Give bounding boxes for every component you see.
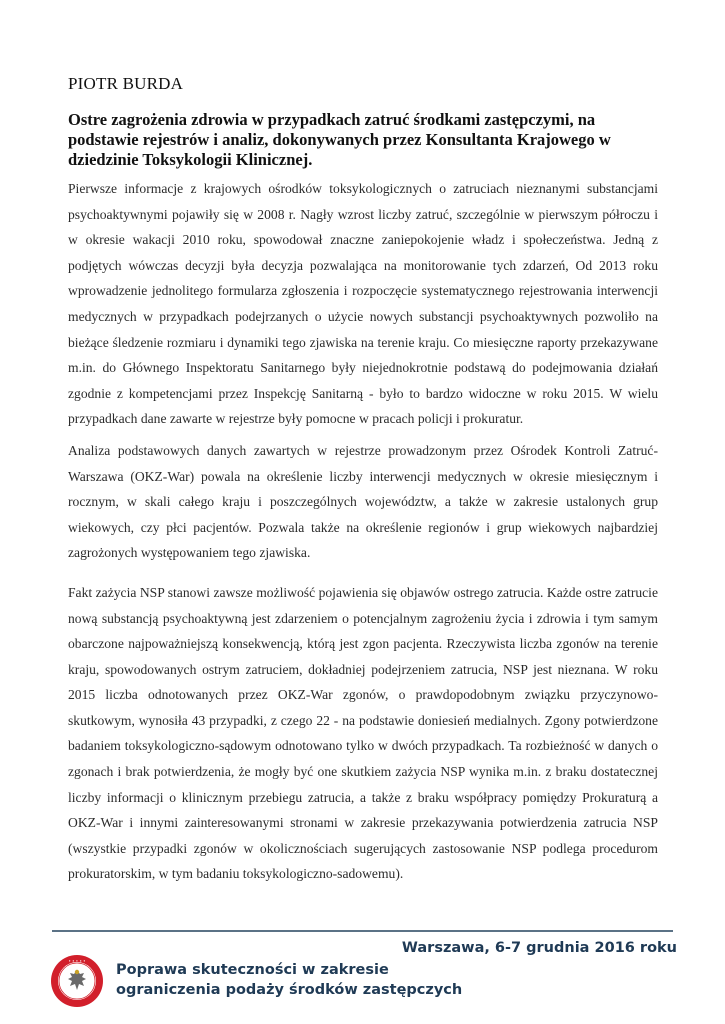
state-sanitary-inspection-emblem-icon (50, 954, 104, 1008)
footer-divider (52, 930, 673, 932)
paragraph: Fakt zażycia NSP stanowi zawsze możliwość pojawienia się objawów ostrego zatrucia. Każde ostre zatrucie nową substancją psychoaktywną jest zdarzeniem o potencjalnym zagrożeniu życia i zdrowia i tym samym obarczone najpoważniejszą konsekwencją, którą jest zgon pacjenta. Rzeczywista liczba zgonów na terenie kraju, spowodowanych ostrym zatruciem, dokładniej podejrzeniem zatrucia, NSP jest nieznana. W roku 2015 liczba odnotowanych przez OKZ-War zgonów, o prawdopodobnym związku przyczynowo-skutkowym, wynosiła 43 przypadki, z czego 22 - na podstawie doniesień medialnych. Zgony potwierdzone badaniem toksykologiczno-sądowym odnotowano tylko w dwóch przypadkach. Ta rozbieżność w danych o zgonach i brak potwierdzenia, że mogły być one skutkiem zażycia NSP wynika m.in. z braku dostatecznej liczby informacji o klinicznym przebiegu zatrucia, a także z braku współpracy pomiędzy Prokuraturą a OKZ-War i innymi zainteresowanymi stronami w zakresie przekazywania potwierdzenia zatrucia NSP (wszystkie przypadki zgonów w okolicznościach sugerujących zastosowanie NSP podlega procedurom prokuratorskim, w tym badaniu toksykologiczno-sadowemu). (68, 584, 658, 882)
footer-date: Warszawa, 6-7 grudnia 2016 roku (401, 940, 677, 956)
footer-program-title (116, 960, 462, 1000)
footer-title-line: ograniczenia podaży środków zastępczych (116, 982, 463, 998)
paragraph: Analiza podstawowych danych zawartych w rejestrze prowadzonym przez Ośrodek Kontroli Zatruć-Warszawa (OKZ-War) powala na określenie liczby interwencji medycznych w okresie miesięcznym i rocznym, w skali całego kraju i poszczególnych województw, a także w zakresie ustalonych grup wiekowych, czy płci pacjentów. Pozwala także na określenie regionów i grup wiekowych najbardziej zagrożonych występowaniem tego zjawiska. (68, 442, 658, 561)
svg-text:• • • • •: • • • • • (68, 958, 86, 964)
paragraph: Pierwsze informacje z krajowych ośrodków toksykologicznych o zatruciach nieznanymi substancjami psychoaktywnymi pojawiły się w 2008 r. Nagły wzrost liczby zatruć, szczególnie w pierwszym półroczu i w okresie wakacji 2010 roku, spowodował znaczne zaniepokojenie władz i społeczeństwa. Jedną z podjętych wówczas decyzji była decyzja pozwalająca na monitorowanie tych zdarzeń, Od 2013 roku wprowadzenie jednolitego formularza zgłoszenia i rozpoczęcie systematycznego rejestrowania interwencji medycznych w przypadkach podejrzanych o użycie nowych substancji psychoaktywnych pozwoliło na bieżące śledzenie rozmiaru i dynamiki tego zjawiska na terenie kraju. Co miesięczne raporty przekazywane m.in. do Głównego Inspektoratu Sanitarnego były niejednokrotnie podstawą do podejmowania działań zgodnie z kompetencjami przez Inspekcję Sanitarną - było to bardzo widoczne w roku 2015. W wielu przypadkach dane zawarte w rejestrze były pomocne w pracach policji i prokuratur. (68, 181, 658, 427)
footer-title-line: Poprawa skuteczności w zakresie (116, 962, 389, 978)
document-title: Ostre zagrożenia zdrowia w przypadkach zatruć środkami zastępczymi, na podstawie rejestrów i analiz, dokonywanych przez Konsultanta Krajowego w dziedzinie Toksykologii Klinicznej. (68, 110, 611, 169)
body-text (68, 176, 658, 887)
author-name: PIOTR BURDA (68, 74, 184, 93)
